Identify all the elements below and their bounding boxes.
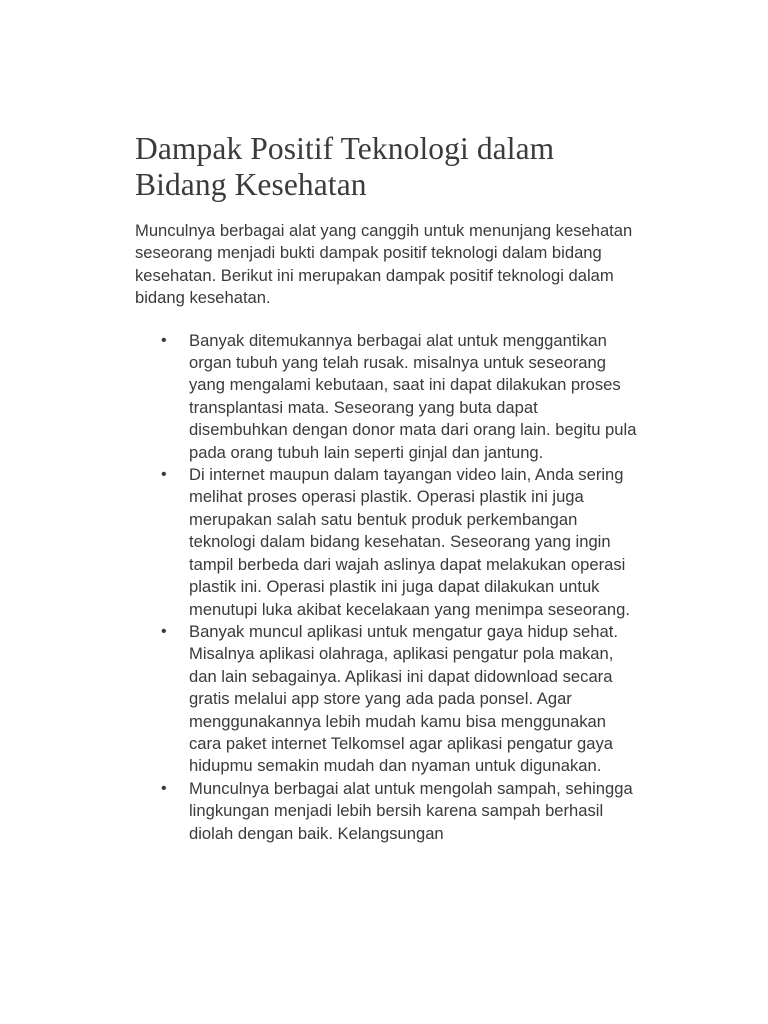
bullet-icon: • <box>161 466 167 484</box>
list-item-text: Munculnya berbagai alat untuk mengolah sampah, sehingga lingkungan menjadi lebih bersih karena sampah berhasil diolah dengan baik. Kelangsungan <box>189 778 633 843</box>
bullet-list <box>135 330 640 845</box>
list-item <box>135 621 640 778</box>
list-item <box>135 464 640 621</box>
list-item-text: Banyak ditemukannya berbagai alat untuk menggantikan organ tubuh yang telah rusak. misalnya untuk seseorang yang mengalami kebutaan, saat ini dapat dilakukan proses transplantasi mata. Seseorang yang buta dapat disembuhkan dengan donor mata dari orang lain. begitu pula pada orang tubuh lain seperti ginjal dan jantung. <box>189 330 637 462</box>
list-item-text: Banyak muncul aplikasi untuk mengatur gaya hidup sehat. Misalnya aplikasi olahraga, aplikasi pengatur pola makan, dan lain sebagainya. Aplikasi ini dapat didownload secara gratis melalui app store yang ada pada ponsel. Agar menggunakannya lebih mudah kamu bisa menggunakan cara paket internet Telkomsel agar aplikasi pengatur gaya hidupmu semakin mudah dan nyaman untuk digunakan. <box>189 621 618 776</box>
list-item <box>135 778 640 845</box>
list-item <box>135 330 640 464</box>
list-item-text: Di internet maupun dalam tayangan video lain, Anda sering melihat proses operasi plastik. Operasi plastik ini juga merupakan salah satu bentuk produk perkembangan teknologi dalam bidang kesehatan. Seseorang yang ingin tampil berbeda dari wajah aslinya dapat melakukan operasi plastik ini. Operasi plastik ini juga dapat dilakukan untuk menutupi luka akibat kecelakaan yang menimpa seseorang. <box>189 465 630 619</box>
document-title: Dampak Positif Teknologi dalam Bidang Kesehatan <box>135 131 555 202</box>
bullet-icon: • <box>161 779 167 797</box>
bullet-icon: • <box>161 331 167 349</box>
document-page <box>135 131 640 845</box>
bullet-icon: • <box>161 622 167 640</box>
intro-paragraph: Munculnya berbagai alat yang canggih untuk menunjang kesehatan seseorang menjadi bukti dampak positif teknologi dalam bidang kesehatan. Berikut ini merupakan dampak positif teknologi dalam bidang kesehatan. <box>135 221 633 308</box>
